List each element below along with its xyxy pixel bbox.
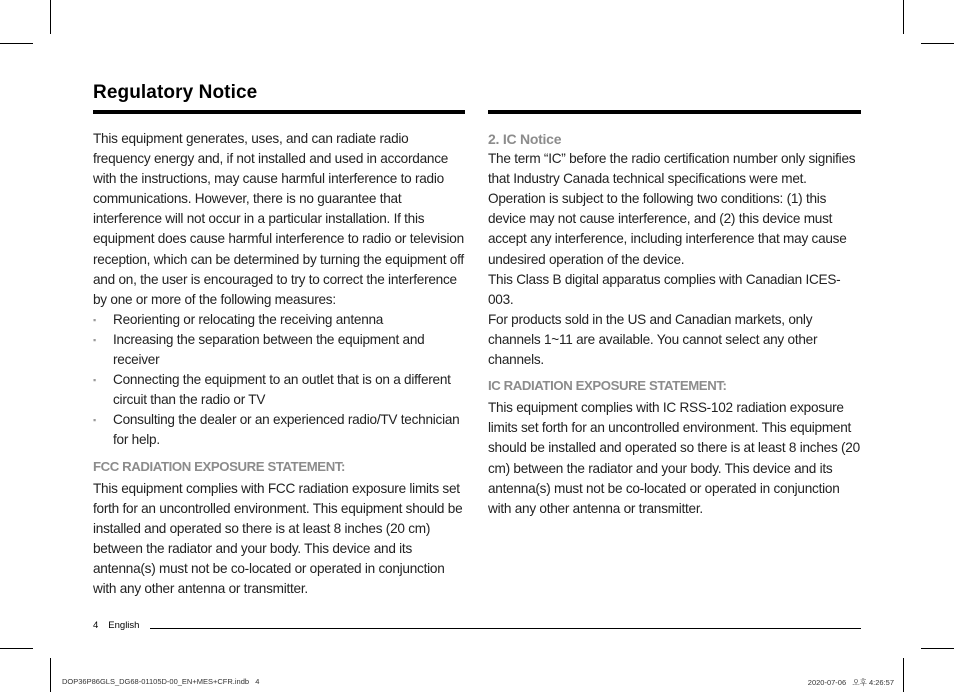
list-item: ▪ Increasing the separation between the equipment and receiver: [93, 330, 467, 370]
left-column-rule: [93, 110, 465, 114]
list-item: ▪ Consulting the dealer or an experienced radio/TV technician for help.: [93, 410, 467, 450]
page-footer: [93, 620, 139, 631]
crop-mark: [50, 0, 51, 34]
page-number: 4: [93, 620, 99, 631]
crop-mark: [0, 43, 33, 44]
ic-radiation-heading: IC RADIATION EXPOSURE STATEMENT:: [488, 378, 727, 394]
footer-rule: [150, 628, 861, 629]
slug-filename: DOP36P86GLS_DG68-01105D-00_EN+MES+CFR.indb 4: [62, 677, 260, 686]
crop-mark: [921, 648, 954, 649]
slug-timestamp: 2020-07-06 오후 4:26:57: [807, 678, 894, 687]
crop-mark: [0, 648, 33, 649]
crop-mark: [921, 43, 954, 44]
right-column-rule: [488, 110, 861, 114]
footer-language: English: [108, 620, 140, 631]
ic-notice-heading: 2. IC Notice: [488, 131, 562, 147]
crop-mark: [50, 658, 51, 692]
list-item: ▪ Connecting the equipment to an outlet that is on a different circuit than the radio or TV: [93, 370, 467, 410]
right-column: [488, 129, 862, 519]
ic-radiation-paragraph: This equipment complies with IC RSS-102 radiation exposure limits set forth for an uncontrolled environment. This equipment should be installed and operated so there is at least 8 inches (20 cm) between the radiator and your body. This device and its antenna(s) must not be co-located or operated in conjunction with any other antenna or transmitter.: [488, 400, 860, 516]
intro-paragraph: This equipment generates, uses, and can radiate radio frequency energy and, if not installed and used in accordance with the instructions, may cause harmful interference to radio communications. However, there is no guarantee that interference will not occur in a particular installation. If this equipment does cause harmful interference to radio or television reception, which can be determined by turning the equipment off and on, the user is encouraged to try to correct the interference by one or more of the following measures:: [93, 131, 464, 307]
list-item: ▪ Reorienting or relocating the receiving antenna: [93, 310, 467, 330]
ic-paragraph: The term “IC” before the radio certification number only signifies that Industry Canada technical specifications were met. Operation is subject to the following two conditions: (1) this device may not cause interference, and (2) this device must accept any interference, including interference that may cause undesired operation of the device.: [488, 151, 856, 267]
fcc-paragraph: This equipment complies with FCC radiation exposure limits set forth for an uncontrolled environment. This equipment should be installed and operated so there is at least 8 inches (20 cm) between the radiator and your body. This device and its antenna(s) must not be co-located or operated in conjunction with any other antenna or transmitter.: [93, 480, 463, 597]
left-column: [93, 129, 467, 599]
page-title: Regulatory Notice: [93, 82, 258, 103]
crop-mark: [903, 658, 904, 692]
crop-mark: [903, 0, 904, 34]
measures-list: [93, 310, 467, 451]
fcc-heading: FCC RADIATION EXPOSURE STATEMENT:: [93, 458, 346, 474]
channels-paragraph: For products sold in the US and Canadian markets, only channels 1~11 are available. You cannot select any other channels.: [488, 311, 818, 368]
ices-paragraph: This Class B digital apparatus complies with Canadian ICES-003.: [488, 271, 841, 307]
